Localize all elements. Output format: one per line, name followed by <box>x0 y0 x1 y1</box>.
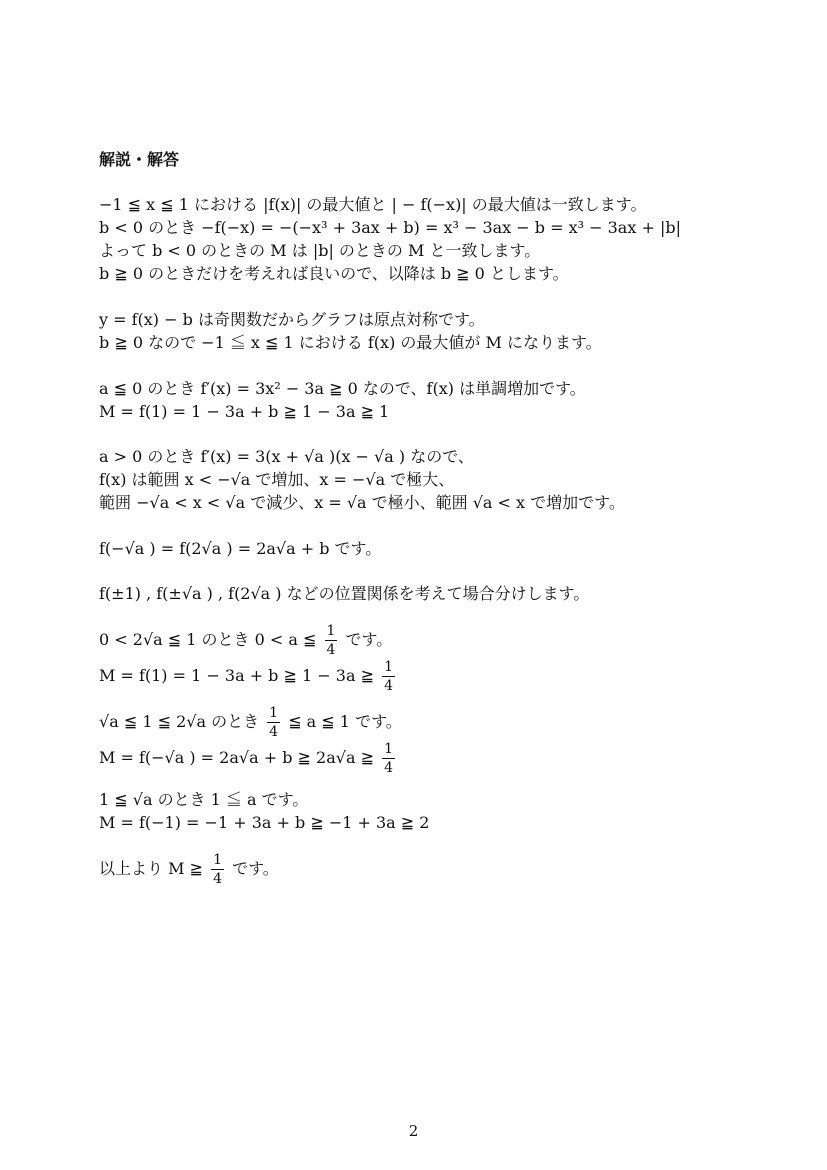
text-segment: M = f(−√a ) = 2a√a + b ≧ 2a√a ≧ <box>99 748 374 767</box>
fraction-denominator: 4 <box>384 760 393 776</box>
text-line: f(±1) , f(±√a ) , f(2√a ) などの位置関係を考えて場合分けします。 <box>99 584 590 603</box>
text-segment: です。 <box>345 630 393 649</box>
text-segment: √a ≦ 1 ≦ 2√a のとき <box>99 712 260 731</box>
text-line: b ≧ 0 のときだけを考えれば良いので、以降は b ≧ 0 とします。 <box>99 264 569 283</box>
text-line: f(x) は範囲 x < −√a で増加、x = −√a で極大、 <box>99 470 455 489</box>
text-segment: です。 <box>232 859 279 878</box>
text-line: −1 ≦ x ≦ 1 における |f(x)| の最大値と | − f(−x)| の最大値は一致します。 <box>99 195 647 214</box>
fraction-numerator: 1 <box>213 852 222 868</box>
text-segment: ≦ a ≦ 1 です。 <box>288 712 402 731</box>
fraction <box>382 660 395 693</box>
text-line: 1 ≦ √a のとき 1 ≦ a です。 <box>99 790 309 809</box>
text-line <box>99 624 392 657</box>
text-line: a ≦ 0 のとき f′(x) = 3x² − 3a ≧ 0 なので、f(x) は単調増加です。 <box>99 379 586 398</box>
section-heading: 解説・解答 <box>99 150 180 169</box>
fraction-numerator: 1 <box>384 659 393 675</box>
fraction-denominator: 4 <box>384 678 393 694</box>
fraction-denominator: 4 <box>326 642 336 658</box>
text-line <box>99 706 402 739</box>
text-line: M = f(−1) = −1 + 3a + b ≧ −1 + 3a ≧ 2 <box>99 813 430 832</box>
fraction-numerator: 1 <box>384 741 393 757</box>
text-line: 範囲 −√a < x < √a で減少、x = √a で極小、範囲 √a < x で増加です。 <box>99 493 625 512</box>
text-line: f(−√a ) = f(2√a ) = 2a√a + b です。 <box>99 539 382 558</box>
text-line <box>99 660 398 693</box>
text-line: M = f(1) = 1 − 3a + b ≧ 1 − 3a ≧ 1 <box>99 402 390 421</box>
text-line: a > 0 のとき f′(x) = 3(x + √a )(x − √a ) なので、 <box>99 447 474 466</box>
text-line: b ≧ 0 なので −1 ≦ x ≦ 1 における f(x) の最大値が M になります。 <box>99 333 602 352</box>
text-line <box>99 853 279 886</box>
fraction <box>211 853 224 886</box>
fraction <box>382 742 395 775</box>
fraction-denominator: 4 <box>269 724 279 740</box>
page-number: 2 <box>408 1122 419 1140</box>
text-line: b < 0 のとき −f(−x) = −(−x³ + 3ax + b) = x³ − 3ax − b = x³ − 3ax + |b| <box>99 218 681 237</box>
text-segment: 0 < 2√a ≦ 1 のとき 0 < a ≦ <box>99 630 317 649</box>
text-line <box>99 742 398 775</box>
fraction-denominator: 4 <box>213 871 222 887</box>
text-segment: M = f(1) = 1 − 3a + b ≧ 1 − 3a ≧ <box>99 666 374 685</box>
fraction <box>267 706 280 739</box>
text-segment: 以上より M ≧ <box>99 859 203 878</box>
text-line: y = f(x) − b は奇関数だからグラフは原点対称です。 <box>99 310 485 329</box>
fraction <box>325 624 338 657</box>
fraction-numerator: 1 <box>326 623 336 639</box>
fraction-numerator: 1 <box>269 705 279 721</box>
text-line: よって b < 0 のときの M は |b| のときの M と一致します。 <box>99 241 541 260</box>
